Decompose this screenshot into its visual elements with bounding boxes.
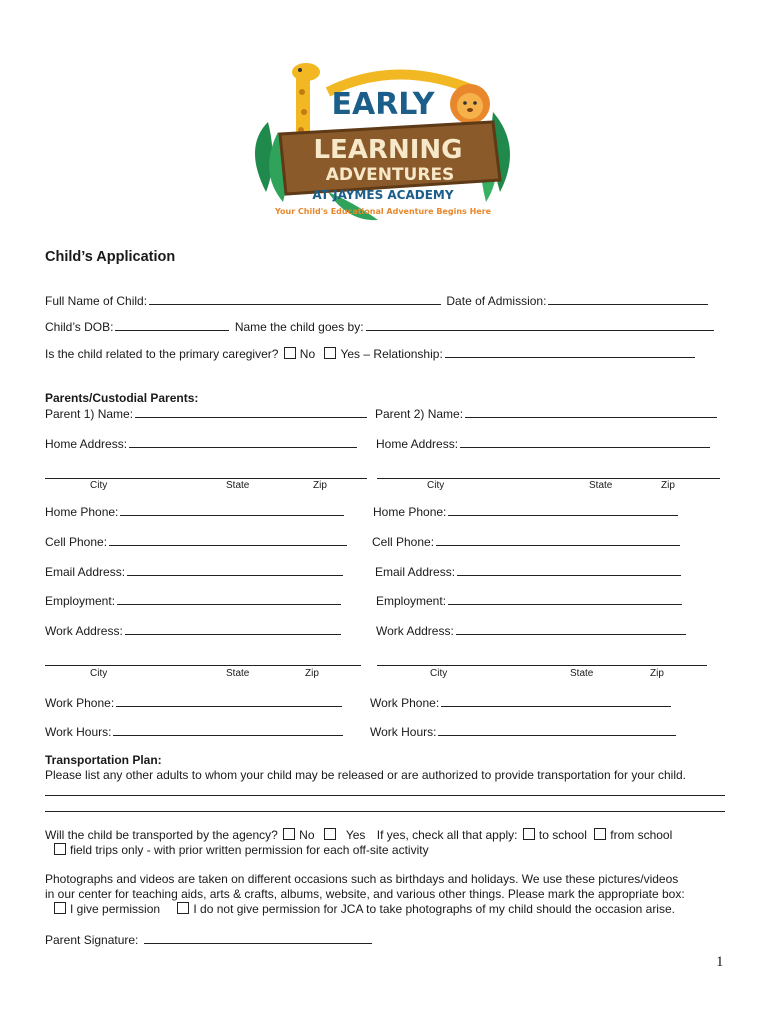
parent2-home-city-line[interactable]	[377, 478, 720, 479]
goes-by-label: Name the child goes by:	[234, 320, 364, 334]
parent1-email-label: Email Address:	[45, 565, 126, 579]
parent1-home-phone-row	[45, 504, 346, 519]
relationship-field[interactable]	[445, 346, 695, 358]
parent2-home-phone-label: Home Phone:	[373, 505, 447, 519]
parent2-name-label: Parent 2) Name:	[375, 407, 464, 421]
p1-state-label: State	[226, 480, 250, 491]
parent2-work-phone-row	[370, 695, 673, 710]
signature-row	[45, 932, 374, 947]
parent2-home-phone-field[interactable]	[448, 504, 678, 516]
parent2-work-address-label: Work Address:	[376, 624, 454, 638]
parent1-work-phone-label: Work Phone:	[45, 696, 115, 710]
page-number: 1	[716, 954, 724, 970]
parents-heading: Parents/Custodial Parents:	[45, 391, 199, 405]
parent2-home-address-field[interactable]	[460, 436, 710, 448]
goes-by-field[interactable]	[366, 319, 714, 331]
parent1-work-hours-row	[45, 724, 345, 739]
field-trips-checkbox[interactable]	[54, 843, 66, 855]
parent2-employment-label: Employment:	[376, 594, 447, 608]
parent2-work-hours-label: Work Hours:	[370, 725, 437, 739]
p2-state-label: State	[589, 480, 613, 491]
parent1-email-row	[45, 564, 345, 579]
parent1-name-row	[45, 406, 369, 421]
to-school-checkbox[interactable]	[523, 828, 535, 840]
p2-work-state-label: State	[570, 668, 594, 679]
p2-work-zip-label: Zip	[650, 668, 664, 679]
page-title: Child’s Application	[45, 249, 176, 265]
transport-instructions: Please list any other adults to whom your child may be released or are authorized to provide transportation for your child.	[45, 768, 687, 782]
field-trips-label: field trips only - with prior written permission for each off-site activity	[70, 843, 429, 857]
logo-tagline: Your Child's Educational Adventure Begins Here	[274, 207, 492, 216]
parent1-employment-field[interactable]	[117, 593, 341, 605]
parent2-home-phone-row	[373, 504, 680, 519]
photos-line-2: in our center for teaching aids, arts & crafts, albums, website, and various other things. Please mark the appropriate box:	[45, 887, 685, 901]
parent1-home-address-label: Home Address:	[45, 437, 128, 451]
related-question: Is the child related to the primary caregiver?	[45, 347, 279, 361]
parent1-home-address-field[interactable]	[129, 436, 357, 448]
parent1-email-field[interactable]	[127, 564, 343, 576]
p1-work-state-label: State	[226, 668, 250, 679]
related-yes-checkbox[interactable]	[324, 347, 336, 359]
field-trips-row	[52, 843, 429, 857]
parent1-cell-phone-row	[45, 534, 349, 549]
parent2-home-address-row	[376, 436, 712, 451]
date-admission-label: Date of Admission:	[446, 294, 547, 308]
parent2-work-address-row	[376, 623, 688, 638]
parent1-work-address-row	[45, 623, 343, 638]
parent2-name-field[interactable]	[465, 406, 717, 418]
parent1-work-phone-field[interactable]	[116, 695, 342, 707]
parent1-employment-row	[45, 593, 343, 608]
parent2-employment-field[interactable]	[448, 593, 682, 605]
parent1-work-city-line[interactable]	[45, 665, 361, 666]
from-school-label: from school	[610, 828, 673, 842]
dob-row	[45, 319, 716, 334]
photo-permission-row	[52, 902, 675, 916]
p2-work-city-label: City	[430, 668, 448, 679]
parent1-cell-phone-label: Cell Phone:	[45, 535, 108, 549]
full-name-label: Full Name of Child:	[45, 294, 148, 308]
transport-if-yes: If yes, check all that apply:	[376, 828, 518, 842]
parent2-home-address-label: Home Address:	[376, 437, 459, 451]
related-no-checkbox[interactable]	[284, 347, 296, 359]
parent2-email-label: Email Address:	[375, 565, 456, 579]
to-school-label: to school	[538, 828, 587, 842]
related-yes-label: Yes – Relationship:	[340, 347, 443, 361]
transport-line-1[interactable]	[45, 795, 725, 796]
parent2-email-row	[375, 564, 683, 579]
transport-no-label: No	[299, 828, 315, 842]
permit-label: I give permission	[70, 902, 161, 916]
related-no-label: No	[299, 347, 316, 361]
parent1-work-hours-field[interactable]	[113, 724, 343, 736]
parent1-work-hours-label: Work Hours:	[45, 725, 112, 739]
transport-question: Will the child be transported by the agency?	[45, 828, 278, 842]
parent1-work-address-field[interactable]	[125, 623, 341, 635]
parent1-home-phone-field[interactable]	[120, 504, 344, 516]
deny-label: I do not give permission for JCA to take photographs of my child should the occasion arise.	[193, 902, 675, 916]
parent1-home-phone-label: Home Phone:	[45, 505, 119, 519]
parent2-email-field[interactable]	[457, 564, 681, 576]
transport-yes-checkbox[interactable]	[324, 828, 336, 840]
p2-city-label: City	[427, 480, 445, 491]
permit-checkbox[interactable]	[54, 902, 66, 914]
date-admission-field[interactable]	[548, 293, 708, 305]
full-name-field[interactable]	[149, 293, 441, 305]
parent1-cell-phone-field[interactable]	[109, 534, 347, 546]
signature-label: Parent Signature:	[45, 933, 139, 947]
from-school-checkbox[interactable]	[594, 828, 606, 840]
transport-line-2[interactable]	[45, 811, 725, 812]
transport-question-row	[45, 828, 672, 842]
parent1-home-city-line[interactable]	[45, 478, 367, 479]
logo-line2: LEARNING	[313, 135, 463, 165]
logo-line1: EARLY	[331, 87, 435, 122]
parent2-cell-phone-label: Cell Phone:	[372, 535, 435, 549]
parent1-name-field[interactable]	[135, 406, 367, 418]
p1-work-city-label: City	[90, 668, 108, 679]
parent2-cell-phone-row	[372, 534, 682, 549]
parent1-work-address-label: Work Address:	[45, 624, 123, 638]
lion-icon	[450, 84, 490, 124]
transport-no-checkbox[interactable]	[283, 828, 295, 840]
p1-city-label: City	[90, 480, 108, 491]
parent2-work-hours-row	[370, 724, 678, 739]
p1-zip-label: Zip	[313, 480, 327, 491]
parent2-cell-phone-field[interactable]	[436, 534, 680, 546]
logo-line4: AT JAYMES ACADEMY	[312, 188, 454, 202]
parent2-employment-row	[376, 593, 684, 608]
transport-heading: Transportation Plan:	[45, 753, 162, 767]
photos-line-1: Photographs and videos are taken on different occasions such as birthdays and holidays. We use these pictures/videos	[45, 872, 679, 886]
logo-line3: ADVENTURES	[325, 165, 455, 185]
signature-field[interactable]	[144, 932, 372, 944]
deny-checkbox[interactable]	[177, 902, 189, 914]
parent2-work-hours-field[interactable]	[438, 724, 676, 736]
transport-yes-label: Yes	[345, 828, 366, 842]
p1-work-zip-label: Zip	[305, 668, 319, 679]
parent2-work-phone-field[interactable]	[441, 695, 671, 707]
logo	[238, 52, 528, 230]
parent2-work-city-line[interactable]	[377, 665, 707, 666]
parent2-work-phone-label: Work Phone:	[370, 696, 440, 710]
related-row	[45, 346, 697, 361]
parent1-employment-label: Employment:	[45, 594, 116, 608]
parent1-work-phone-row	[45, 695, 344, 710]
parent2-name-row	[375, 406, 719, 421]
dob-field[interactable]	[115, 319, 229, 331]
p2-zip-label: Zip	[661, 480, 675, 491]
parent2-work-address-field[interactable]	[456, 623, 686, 635]
parent1-name-label: Parent 1) Name:	[45, 407, 134, 421]
parent1-home-address-row	[45, 436, 359, 451]
full-name-row	[45, 293, 710, 308]
dob-label: Child’s DOB:	[45, 320, 114, 334]
